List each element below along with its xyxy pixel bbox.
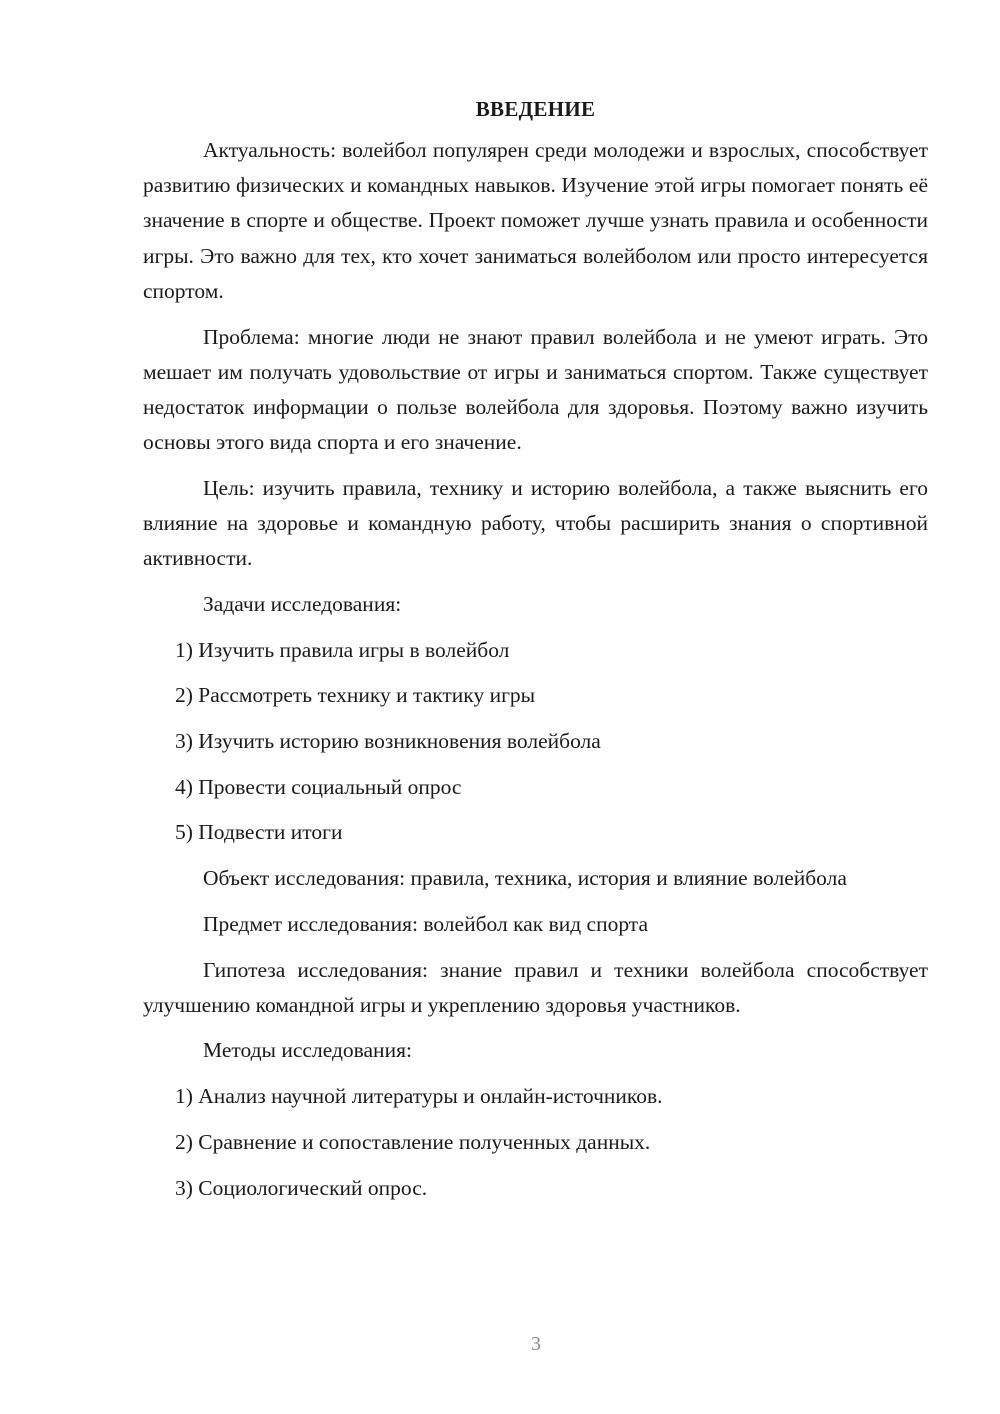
methods-heading: Методы исследования: [203, 1038, 412, 1063]
method-item: 3) Социологический опрос. [175, 1175, 428, 1200]
task-item: 1) Изучить правила игры в волейбол [175, 637, 510, 662]
page-number: 3 [531, 1333, 541, 1355]
tasks-heading: Задачи исследования: [203, 591, 402, 616]
method-item: 1) Анализ научной литературы и онлайн-источников. [175, 1084, 663, 1109]
problem-paragraph: Проблема: многие люди не знают правил волейбола и не умеют играть. Это мешает им получать удовольствие от игры и заниматься спортом. Также существует недостаток информации о пользе волейбола для здоровья. Поэтому важно изучить основы этого вида спорта и его значение. [143, 324, 928, 455]
task-item: 3) Изучить историю возникновения волейбола [175, 729, 601, 754]
document-page [143, 92, 928, 1216]
method-item: 2) Сравнение и сопоставление полученных данных. [175, 1129, 651, 1154]
hypothesis-paragraph: Гипотеза исследования: знание правил и техники волейбола способствует улучшению командной игры и укреплению здоровья участников. [143, 957, 928, 1017]
section-title: ВВЕДЕНИЕ [475, 97, 596, 121]
object-paragraph: Объект исследования: правила, техника, история и влияние волейбола [203, 866, 847, 891]
relevance-paragraph: Актуальность: волейбол популярен среди молодежи и взрослых, способствует развитию физических и командных навыков. Изучение этой игры помогает понять её значение в спорте и обществе. Проект поможет лучше узнать правила и особенности игры. Это важно для тех, кто хочет заниматься волейболом или просто интересуется спортом. [143, 138, 928, 303]
task-item: 2) Рассмотреть технику и тактику игры [175, 683, 536, 708]
subject-paragraph: Предмет исследования: волейбол как вид спорта [203, 911, 649, 936]
task-item: 4) Провести социальный опрос [175, 774, 462, 799]
goal-paragraph: Цель: изучить правила, технику и историю волейбола, а также выяснить его влияние на здоровье и командную работу, чтобы расширить знания о спортивной активности. [143, 475, 928, 571]
task-item: 5) Подвести итоги [175, 820, 343, 845]
